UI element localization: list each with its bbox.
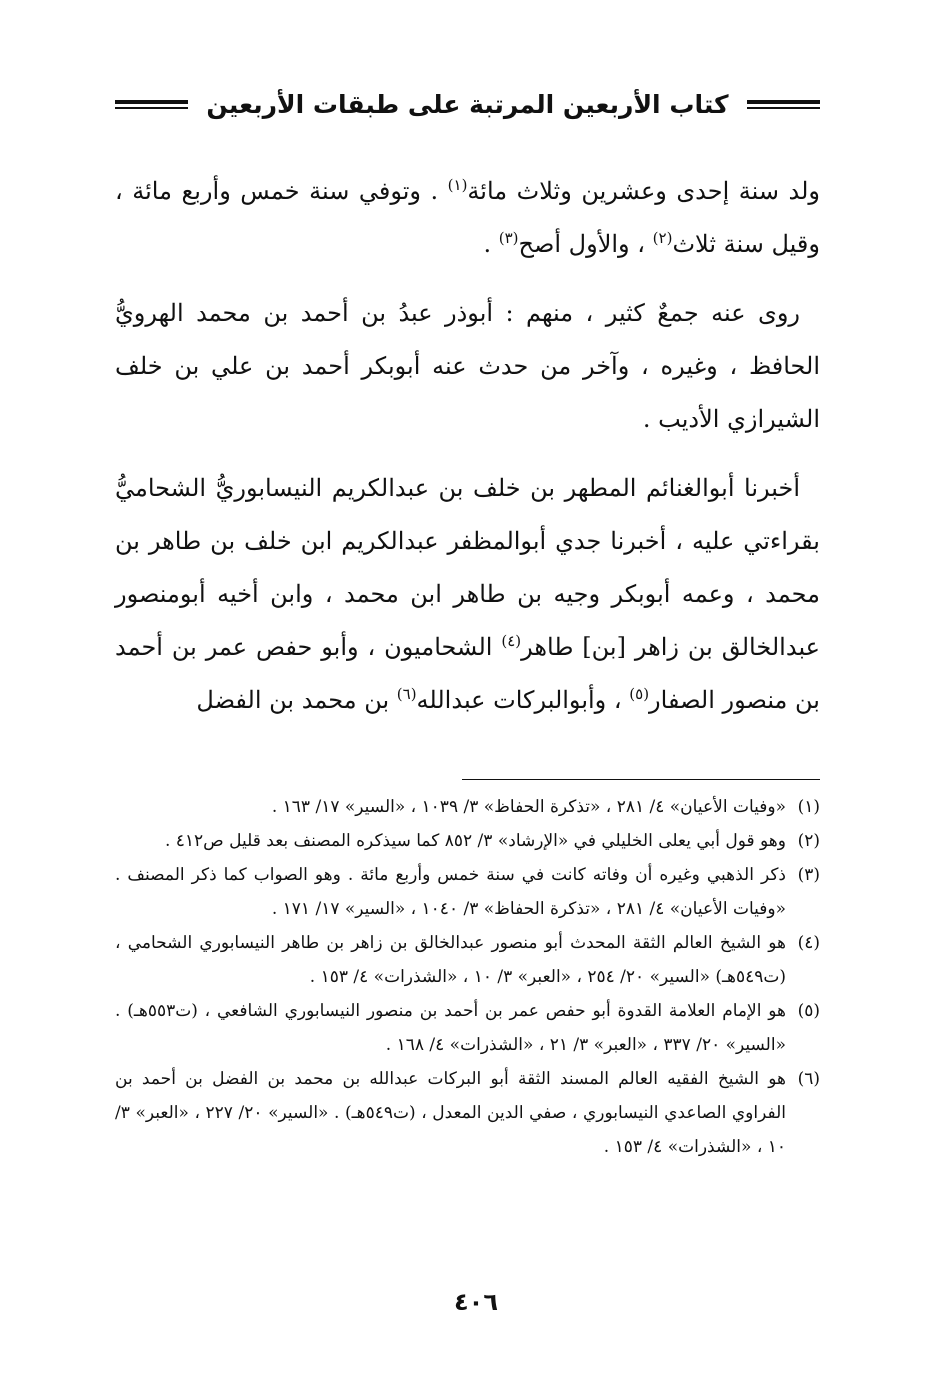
footnote-item <box>115 1062 820 1164</box>
header-rule-right <box>747 100 820 109</box>
footnote-text: ذكر الذهبي وغيره أن وفاته كانت في سنة خمس وأربع مائة . وهو الصواب كما ذكر المصنف . «وفيات الأعيان» ٤/ ٢٨١ ، «تذكرة الحفاظ» ٣/ ١٠٤٠ ، «السير» ١٧/ ١٧١ . <box>115 865 786 919</box>
footnote-number: (٣) <box>797 865 820 885</box>
footnote-number: (٦) <box>797 1069 820 1089</box>
header-rule-left <box>115 100 188 109</box>
footnote-divider <box>462 779 820 780</box>
p3-text-3: ، وأبوالبركات عبدالله <box>416 686 630 714</box>
footnote-ref-3: (٣) <box>498 229 519 247</box>
footnote-item <box>115 858 820 926</box>
footnote-text: وهو قول أبي يعلى الخليلي في «الإرشاد» ٣/ ٨٥٢ كما سيذكره المصنف بعد قليل ص٤١٢ . <box>164 831 786 851</box>
p3-text-4: بن محمد بن الفضل <box>196 686 397 714</box>
p1-text-4: . <box>483 230 499 258</box>
footnote-text: هو الشيخ الفقيه العالم المسند الثقة أبو البركات عبدالله بن محمد بن الفضل بن أحمد بن الفراوي الصاعدي النيسابوري ، صفي الدين المعدل ، (ت٥٤٩هـ) . «السير» ٢٠/ ٢٢٧ ، «العبر» ٣/ ١٠ ، «الشذرات» ٤/ ١٥٣ . <box>115 1069 786 1157</box>
footnote-item <box>115 994 820 1062</box>
footnote-ref-6: (٦) <box>396 685 417 703</box>
footnote-ref-4: (٤) <box>501 632 522 650</box>
p1-text-2: . وتوفي سنة خمس وأربع مائة ، وقيل سنة ثلاث <box>115 177 820 258</box>
footnote-ref-5: (٥) <box>629 685 650 703</box>
main-text <box>115 165 820 743</box>
footnote-ref-1: (١) <box>447 176 468 194</box>
footnote-text: هو الإمام العلامة القدوة أبو حفص عمر بن أحمد بن منصور النيسابوري الشافعي ، (ت٥٥٣هـ) . «السير» ٢٠/ ٣٣٧ ، «العبر» ٣/ ٢١ ، «الشذرات» ٤/ ١٦٨ . <box>115 1001 786 1055</box>
footnote-number: (٤) <box>797 933 820 953</box>
p3-text-1: أخبرنا أبوالغنائم المطهر بن خلف بن عبدالكريم النيسابوريُّ الشحاميُّ بقراءتي عليه ، أخبرنا جدي أبوالمظفر عبدالكريم ابن خلف بن طاهر بن محمد ، وعمه أبوبكر وجيه بن طاهر ابن محمد ، وابن أخيه أبومنصور عبدالخالق بن زاهر [بن] طاهر <box>115 474 821 661</box>
header-title: كتاب الأربعين المرتبة على طبقات الأربعين <box>206 89 729 119</box>
footnote-number: (٢) <box>797 831 820 851</box>
footnote-text: «وفيات الأعيان» ٤/ ٢٨١ ، «تذكرة الحفاظ» ٣/ ١٠٣٩ ، «السير» ١٧/ ١٦٣ . <box>271 797 786 817</box>
paragraph-2: روى عنه جمعٌ كثير ، منهم : أبوذر عبدُ بن أحمد بن محمد الهرويُّ الحافظ ، وغيره ، وآخر من حدث عنه أبوبكر أحمد بن علي بن خلف الشيرازي الأديب . <box>115 299 821 433</box>
footnote-number: (١) <box>797 797 820 817</box>
footnote-text: هو الشيخ العالم الثقة المحدث أبو منصور عبدالخالق بن زاهر بن طاهر النيسابوري الشحامي ، (ت٥٤٩هـ) «السير» ٢٠/ ٢٥٤ ، «العبر» ٣/ ١٠ ، «الشذرات» ٤/ ١٥٣ . <box>115 933 786 987</box>
running-header <box>115 82 820 126</box>
paragraph-3 <box>115 462 820 727</box>
footnote-number: (٥) <box>797 1001 820 1021</box>
footnotes <box>115 790 820 1164</box>
footnote-item <box>115 790 820 824</box>
p3-text-2: الشحاميون ، وأبو حفص عمر بن أحمد بن منصور الصفار <box>115 633 820 714</box>
footnote-item <box>115 824 820 858</box>
footnote-item <box>115 926 820 994</box>
paragraph-1 <box>115 165 820 271</box>
page-number: ٤٠٦ <box>454 1288 498 1316</box>
p1-text-1: ولد سنة إحدى وعشرين وثلاث مائة <box>467 177 820 205</box>
p1-text-3: ، والأول أصح <box>518 230 653 258</box>
footnote-ref-2: (٢) <box>652 229 673 247</box>
